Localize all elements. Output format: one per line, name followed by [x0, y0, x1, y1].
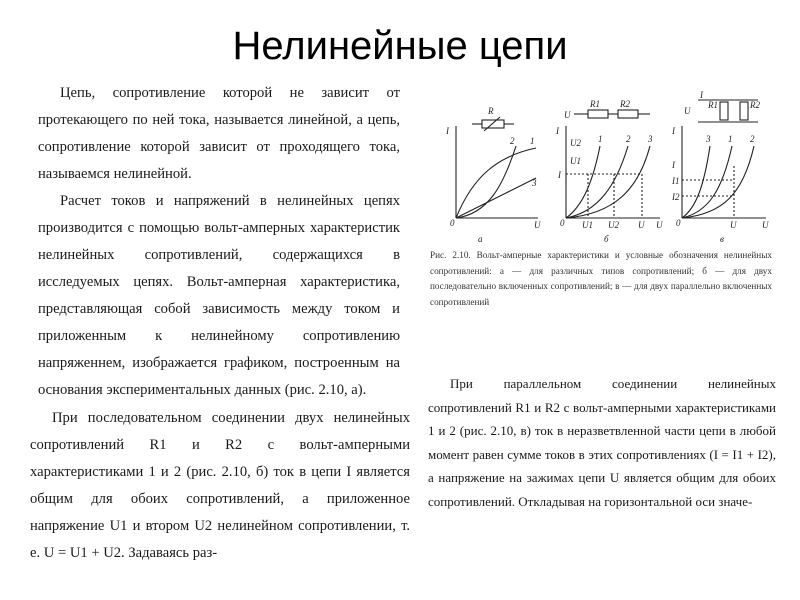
resistor-symbol	[482, 120, 504, 128]
label-b-u1: U1	[570, 156, 581, 166]
panel-a	[456, 117, 538, 218]
label-c-r2: R2	[750, 100, 760, 110]
label-c-r1: R1	[708, 100, 718, 110]
curve-2	[456, 146, 516, 218]
curve-1	[682, 146, 732, 218]
tick-b-u1: U1	[582, 220, 593, 230]
label-b-i: I	[558, 170, 561, 180]
figure-caption: Рис. 2.10. Вольт-амперные характеристики и условные обозначения нелинейных сопротивлений: а — для различных типов сопротивлений; б — для двух последовательно включенных сопротивлений; в — для двух параллельно включенных сопротивлений	[430, 250, 772, 307]
label-c-origin: 0	[676, 218, 681, 228]
tick-b-u: U	[638, 220, 645, 230]
tick-c-u: U	[730, 220, 737, 230]
label-b-curve-2: 2	[626, 134, 631, 144]
label-a-curve-1: 1	[530, 136, 535, 146]
paragraph-series: При последовательном соединении двух нелинейных сопротивлений R1 и R2 с вольт-амперными характеристиками 1 и 2 (рис. 2.10, б) ток в цепи I является общим для обоих сопротивлений, а приложенное напряжение U1 и втором U2 нелинейном сопротивлении, т. е. U = U1 + U2. Задаваясь раз-	[30, 410, 410, 561]
panel-c	[682, 100, 766, 218]
curve-2	[682, 146, 754, 218]
panel-label-a: а	[478, 234, 483, 244]
label-c-iy: I	[672, 160, 675, 170]
label-c-i1: I1	[672, 176, 680, 186]
label-b-y: I	[556, 126, 559, 136]
label-a-y: I	[446, 126, 449, 136]
curve-1	[456, 148, 536, 218]
slide-title: Нелинейные цепи	[232, 24, 568, 68]
label-b-curve-1: 1	[598, 134, 603, 144]
label-c-curve-3: 3	[706, 134, 711, 144]
label-c-i: I	[700, 90, 703, 100]
label-c-curve-2: 2	[750, 134, 755, 144]
label-a-curve-3: 3	[532, 178, 537, 188]
label-b-origin: 0	[560, 218, 565, 228]
figure-2-10	[438, 90, 778, 244]
label-a-origin: 0	[450, 218, 455, 228]
series-connection-text	[30, 405, 410, 567]
label-b-u2: U2	[570, 138, 581, 148]
label-a-x: U	[534, 220, 541, 230]
label-c-curve-1: 1	[728, 134, 733, 144]
label-c-u: U	[684, 106, 691, 116]
parallel-connection-text	[428, 372, 776, 514]
label-a-curve-2: 2	[510, 136, 515, 146]
panel-label-b: б	[604, 234, 609, 244]
tick-b-u2: U2	[608, 220, 619, 230]
label-b-r2: R2	[620, 99, 630, 109]
intro-text	[38, 80, 400, 404]
label-b-u: U	[564, 110, 571, 120]
curve-3	[682, 146, 710, 218]
curve-3	[456, 178, 536, 218]
paragraph-definition: Цепь, сопротивление которой не зависит от протекающего по ней тока, называется линейной, а цепь, сопротивление которой зависит от проходящего тока, называемся нелинейной.	[38, 85, 400, 182]
label-c-i2: I2	[672, 192, 680, 202]
iv-characteristics-figure	[438, 90, 778, 244]
panel-label-c: в	[720, 234, 724, 244]
label-c-x: U	[762, 220, 769, 230]
label-c-y: I	[672, 126, 675, 136]
label-a-resistor: R	[488, 106, 494, 116]
label-b-r1: R1	[590, 99, 600, 109]
label-b-curve-3: 3	[648, 134, 653, 144]
label-b-x: U	[656, 220, 663, 230]
paragraph-calculation: Расчет токов и напряжений в нелинейных цепях производится с помощью вольт-амперных характеристик нелинейных сопротивлений, содержащихся в исследуемых цепях. Вольт-амперная характеристика, представляющая собой зависимость между током и приложенным к нелинейному сопротивлению напряженнем, изображается графиком, построенным на основания экспериментальных данных (рис. 2.10, а).	[38, 193, 400, 398]
paragraph-parallel: При параллельном соединении нелинейных сопротивлений R1 и R2 с вольт-амперными характеристиками 1 и 2 (рис. 2.10, в) ток в неразветвленной части цепи в любой момент равен сумме токов в этих сопротивлениях (I = I1 + I2), а напряжение на зажимах цепи U является общим для обоих сопротивлений. Откладывая на горизонтальной оси значе-	[428, 376, 776, 509]
